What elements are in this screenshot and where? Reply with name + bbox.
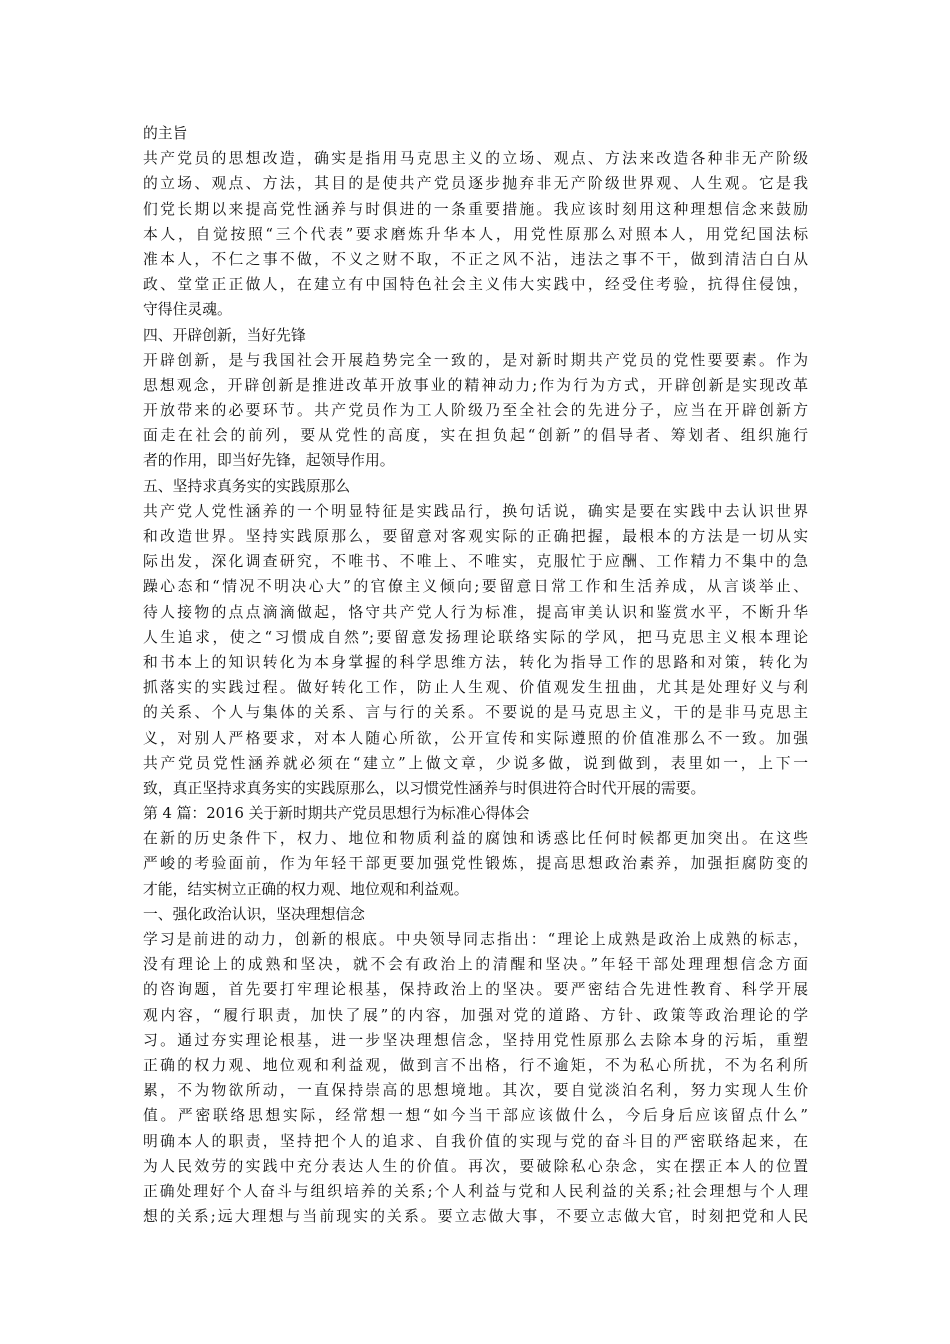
text-line: 习。通过夯实理论根基，进一步坚决理想信念，坚持用党性原那么去除本身的污垢，重塑 (143, 1031, 808, 1049)
text-line: 才能，结实树立正确的权力观、地位观和利益观。 (143, 880, 469, 898)
text-line: 开放带来的必要环节。共产党员作为工人阶级乃至全社会的先进分子，应当在开辟创新方 (143, 402, 808, 420)
text-line: 和改造世界。坚持实践原那么，要留意对客观实际的正确把握，最根本的方法是一切从实 (143, 528, 808, 545)
text-line: 准本人，不仁之事不做，不义之财不取，不正之风不沾，违法之事不干，做到清洁白白从 (143, 250, 808, 268)
text-line: 累，不为物欲所动，一直保持崇高的思想境地。其次，要自觉淡泊名利，努力实现人生价 (143, 1082, 808, 1100)
section-heading: 一、强化政治认识，坚决理想信念 (143, 905, 365, 923)
section-heading: 第 4 篇：2016 关于新时期共产党员思想行为标准心得体会 (143, 805, 530, 823)
text-line: 抓落实的实践过程。做好转化工作，防止人生观、价值观发生扭曲，尤其是处理好义与利 (143, 679, 808, 697)
text-line: 严峻的考验面前，作为年轻干部更要加强党性锻炼，提高思想政治素养，加强拒腐防变的 (143, 855, 808, 873)
text-line: 为人民效劳的实践中充分表达人生的价值。再次，要破除私心杂念，实在摆正本人的位置 (143, 1157, 808, 1175)
text-line: 值。严密联络思想实际，经常想一想“如今当干部应该做什么，今后身后应该留点什么” (143, 1107, 808, 1125)
text-line: 思想观念，开辟创新是推进改革开放事业的精神动力;作为行为方式，开辟创新是实现改革 (143, 376, 808, 394)
text-line: 共产党人党性涵养的一个明显特征是实践品行，换句话说，确实是要在实践中去认识世界 (143, 502, 808, 520)
section-heading: 五、坚持求真务实的实践原那么 (143, 477, 351, 495)
text-line: 面走在社会的前列，要从党性的高度，实在担负起“创新”的倡导者、筹划者、组织施行 (143, 427, 808, 445)
text-line: 观内容，“履行职责，加快了展”的内容，加强对党的道路、方针、政策等政治理论的学 (143, 1006, 808, 1024)
text-line: 待人接物的点点滴滴做起，恪守共产党人行为标准，提高审美认识和鉴赏水平，不断升华 (143, 603, 808, 621)
text-line: 正确处理好个人奋斗与组织培养的关系;个人利益与党和人民利益的关系;社会理想与个人理 (143, 1182, 808, 1200)
document-page (143, 121, 808, 1229)
text-line: 和书本上的知识转化为本身掌握的科学思维方法，转化为指导工作的思路和对策，转化为 (143, 653, 808, 671)
text-line: 政、堂堂正正做人，在建立有中国特色社会主义伟大实践中，经受住考验，抗得住侵蚀， (143, 276, 808, 294)
text-line: 躁心态和“情况不明决心大”的官僚主义倾向;要留意日常工作和生活养成，从言谈举止、 (143, 578, 808, 596)
text-line: 开辟创新，是与我国社会开展趋势完全一致的，是对新时期共产党员的党性要要素。作为 (143, 351, 808, 369)
text-line: 义，对别人严格要求，对本人随心所欲，公开宣传和实际遵照的价值准那么不一致。加强 (143, 729, 808, 747)
text-line: 人生追求，使之“习惯成自然”;要留意发扬理论联络实际的学风，把马克思主义根本理论 (143, 628, 808, 646)
text-line: 们党长期以来提高党性涵养与时俱进的一条重要措施。我应该时刻用这种理想信念来鼓励 (143, 200, 808, 218)
text-line: 守得住灵魂。 (143, 301, 232, 319)
text-line: 的立场、观点、方法，其目的是使共产党员逐步抛弃非无产阶级世界观、人生观。它是我 (143, 175, 808, 193)
text-line: 的主旨 (143, 125, 188, 142)
text-line: 想的关系;远大理想与当前现实的关系。要立志做大事，不要立志做大官，时刻把党和人民 (143, 1208, 808, 1226)
text-line: 学习是前进的动力，创新的根底。中央领导同志指出：“理论上成熟是政治上成熟的标志， (143, 931, 808, 948)
text-line: 共产党员党性涵养就必须在“建立”上做文章，少说多做，说到做到，表里如一，上下一 (143, 754, 808, 772)
text-line: 致，真正坚持求真务实的实践原那么，以习惯党性涵养与时俱进符合时代开展的需要。 (143, 779, 706, 797)
text-line: 正确的权力观、地位观和利益观，做到言不出格，行不逾矩，不为私心所扰，不为名利所 (143, 1056, 808, 1074)
text-line: 的关系、个人与集体的关系、言与行的关系。不要说的是马克思主义，干的是非马克思主 (143, 704, 808, 722)
text-line: 际出发，深化调查研究，不唯书、不唯上、不唯实，克服忙于应酬、工作精力不集中的急 (143, 553, 808, 571)
text-line: 共产党员的思想改造，确实是指用马克思主义的立场、观点、方法来改造各种非无产阶级 (143, 150, 808, 168)
text-line: 本人，自觉按照“三个代表”要求磨炼升华本人，用党性原那么对照本人，用党纪国法标 (143, 225, 808, 243)
text-line: 明确本人的职责，坚持把个人的追求、自我价值的实现与党的奋斗目的严密联络起来，在 (143, 1132, 808, 1150)
text-line: 的咨询题，首先要打牢理论根基，保持政治上的坚决。要严密结合先进性教育、科学开展 (143, 981, 808, 999)
section-heading: 四、开辟创新，当好先锋 (143, 326, 306, 344)
text-line: 在新的历史条件下，权力、地位和物质利益的腐蚀和诱惑比任何时候都更加突出。在这些 (143, 830, 808, 848)
text-line: 者的作用，即当好先锋，起领导作用。 (143, 452, 395, 470)
text-line: 没有理论上的成熟和坚决，就不会有政治上的清醒和坚决。”年轻干部处理理想信念方面 (143, 956, 808, 974)
